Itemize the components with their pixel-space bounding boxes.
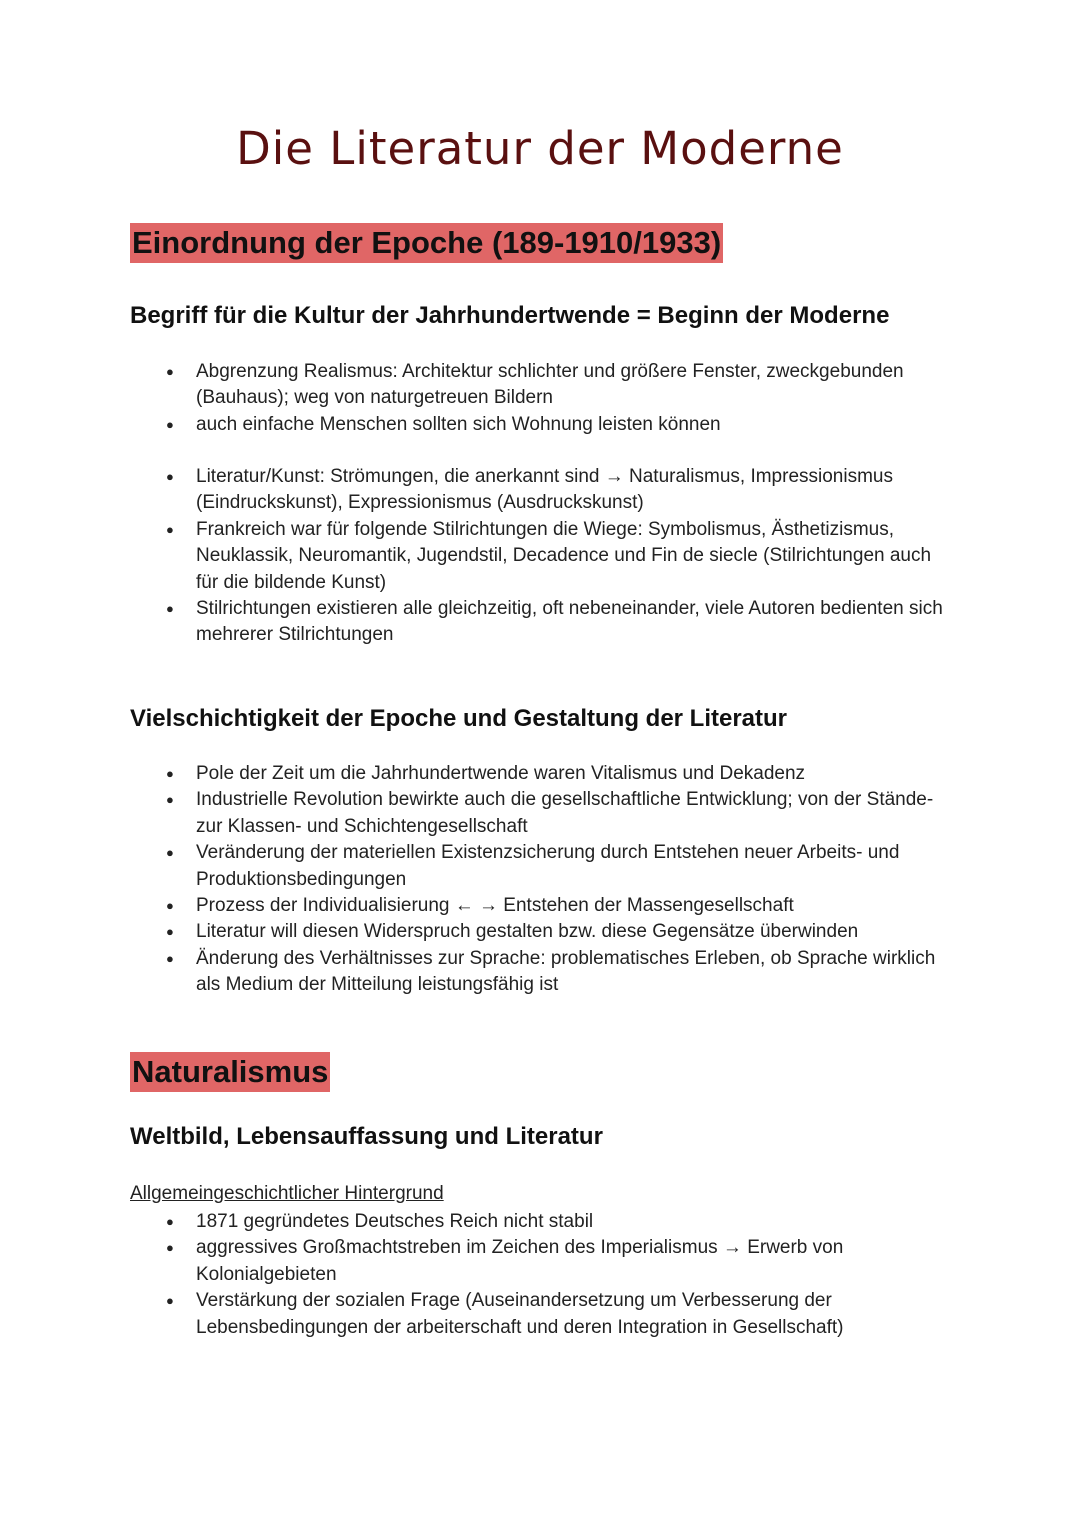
bullet-list-abgrenzung xyxy=(130,359,950,438)
list-item: ● Pole der Zeit um die Jahrhundertwende waren Vitalismus und Dekadenz xyxy=(130,761,950,787)
list-item: ● aggressives Großmachtstreben im Zeichen des Imperialismus → Erwerb von Kolonialgebieten xyxy=(130,1235,950,1288)
list-item: ● auch einfache Menschen sollten sich Wohnung leisten können xyxy=(130,412,950,438)
list-item: ● 1871 gegründetes Deutsches Reich nicht stabil xyxy=(130,1209,950,1235)
list-item: ● Industrielle Revolution bewirkte auch die gesellschaftliche Entwicklung; von der Stände- zur Klassen- und Schichtengesellschaft xyxy=(130,787,950,840)
subheading-vielschichtigkeit: Vielschichtigkeit der Epoche und Gestaltung der Literatur xyxy=(130,705,788,732)
list-item: ● Literatur/Kunst: Strömungen, die anerkannt sind → Naturalismus, Impressionismus (Eindruckskunst), Expressionismus (Ausdruckskunst) xyxy=(130,464,950,517)
section-heading-einordnung: Einordnung der Epoche (189-1910/1933) xyxy=(130,223,723,263)
list-item: ● Prozess der Individualisierung ← → Entstehen der Massengesellschaft xyxy=(130,893,950,919)
list-item: ● Veränderung der materiellen Existenzsicherung durch Entstehen neuer Arbeits- und Produktionsbedingungen xyxy=(130,840,950,893)
document-title: Die Literatur der Moderne xyxy=(236,122,844,175)
list-item: ● Abgrenzung Realismus: Architektur schlichter und größere Fenster, zweckgebunden (Bauhaus); weg von naturgetreuen Bildern xyxy=(130,359,950,412)
subheading-begriff: Begriff für die Kultur der Jahrhundertwende = Beginn der Moderne xyxy=(130,302,890,329)
list-item: ● Literatur will diesen Widerspruch gestalten bzw. diese Gegensätze überwinden xyxy=(130,919,950,945)
bullet-list-vielschichtigkeit xyxy=(130,761,950,999)
label-hintergrund: Allgemeingeschichtlicher Hintergrund xyxy=(130,1183,444,1204)
section-heading-naturalismus: Naturalismus xyxy=(130,1052,330,1092)
list-item: ● Änderung des Verhältnisses zur Sprache: problematisches Erleben, ob Sprache wirklich als Medium der Mitteilung leistungsfähig ist xyxy=(130,946,950,999)
bullet-list-stroemungen xyxy=(130,464,950,649)
list-item: ● Stilrichtungen existieren alle gleichzeitig, oft nebeneinander, viele Autoren bedienten sich mehrerer Stilrichtungen xyxy=(130,596,950,649)
bullet-list-hintergrund xyxy=(130,1209,950,1341)
list-item: ● Verstärkung der sozialen Frage (Auseinandersetzung um Verbesserung der Lebensbedingungen der arbeiterschaft und deren Integration in Gesellschaft) xyxy=(130,1288,950,1341)
list-item: ● Frankreich war für folgende Stilrichtungen die Wiege: Symbolismus, Ästhetizismus, Neuklassik, Neuromantik, Jugendstil, Decadence und Fin de siecle (Stilrichtungen auch für die bildende Kunst) xyxy=(130,517,950,596)
subheading-weltbild: Weltbild, Lebensauffassung und Literatur xyxy=(130,1123,603,1150)
